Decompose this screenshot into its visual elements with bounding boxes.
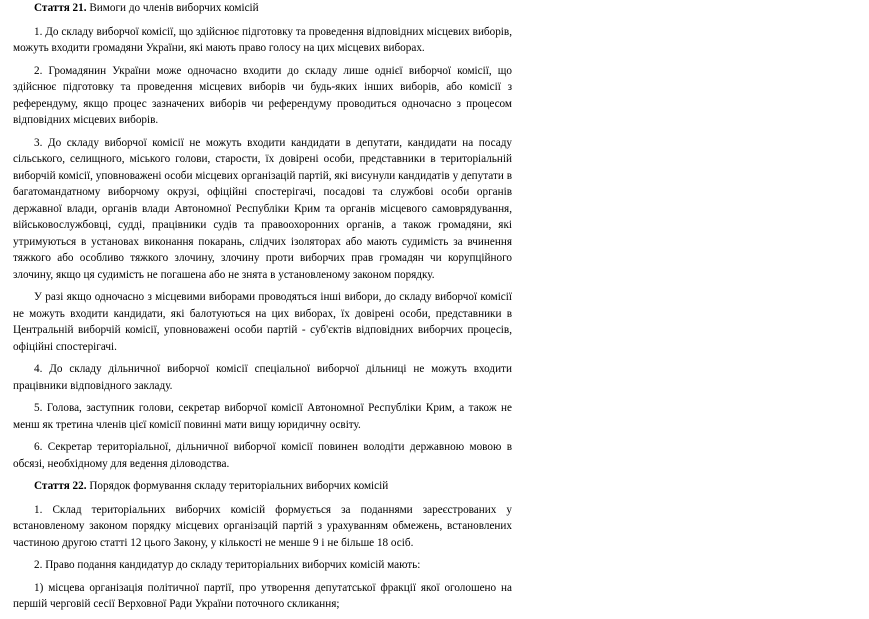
article-21-paragraph-4: 4. До складу дільничної виборчої комісії спеціальної виборчої дільниці не можуть входити працівники відповідного закладу. [13, 363, 512, 392]
article-22-title: Порядок формування складу територіальних виборчих комісій [89, 480, 389, 492]
article-21-paragraph-1: 1. До складу виборчої комісії, що здійснює підготовку та проведення відповідних місцевих виборів, можуть входити громадяни України, які мають право голосу на цих місцевих виборах. [13, 25, 512, 54]
article-21-paragraph-6: 6. Секретар територіальної, дільничної виборчої комісії повинен володіти державною мовою в обсязі, необхідному для ведення діловодства. [13, 441, 512, 470]
document-body [13, 0, 512, 619]
article-22-heading [13, 478, 512, 495]
article-22-item-1: 1) місцева організація політичної партії, про утворення депутатської фракції якої оголошено на першій черговій сесії Верховної Ради України поточного скликання; [13, 581, 512, 610]
article-21-paragraph-2: 2. Громадянин України може одночасно входити до складу лише однієї виборчої комісії, що здійснює підготовку та проведення місцевих виборів чи будь-яких інших виборів, або комісії з референдуму, якщо процес зазначених виборів чи референдуму проводиться одночасно з процесом відповідних місцевих виборів. [13, 64, 512, 126]
article-21-heading [13, 0, 512, 17]
article-21-paragraph-3: 3. До складу виборчої комісії не можуть входити кандидати в депутати, кандидати на посаду сільського, селищного, міського голови, старости, їх довірені особи, представники в територіальній виборчій комісії, уповноважені особи місцевих організацій партій, які висунули кандидатів у депутати в багатомандатному виборчому окрузі, офіційні спостерігачі, посадові та службові особи органів державної влади, органів влади Автономної Республіки Крим та органів місцевого самоврядування, військовослужбовці, судді, працівники судів та правоохоронних органів, а також громадяни, які утримуються в установах виконання покарань, слідчих ізоляторах або мають судимість за вчинення тяжкого або особливо тяжкого злочину, злочину проти виборчих прав громадян чи корупційного злочину, якщо ця судимість не погашена або не знята в установленому законом порядку. [13, 136, 512, 281]
article-22-paragraph-2: 2. Право подання кандидатур до складу територіальних виборчих комісій мають: [34, 559, 421, 571]
article-21-paragraph-5: 5. Голова, заступник голови, секретар виборчої комісії Автономної Республіки Крим, а також не менш як третина членів цієї комісії повинні мати вищу юридичну освіту. [13, 402, 512, 431]
article-21-title: Вимоги до членів виборчих комісій [89, 2, 259, 14]
article-21-number: Стаття 21. [34, 2, 87, 14]
article-22-number: Стаття 22. [34, 480, 87, 492]
article-22-paragraph-1: 1. Склад територіальних виборчих комісій формується за поданнями зареєстрованих у встановленому законом порядку місцевих організацій партій з урахуванням обмежень, встановлених частиною другою статті 12 цього Закону, у кількості не менше 9 і не більше 18 осіб. [13, 503, 512, 549]
article-21-paragraph-3-continued: У разі якщо одночасно з місцевими виборами проводяться інші вибори, до складу виборчої комісії не можуть входити кандидати, які балотуються на цих виборах, їх довірені особи, представники в Центральній виборчій комісії, уповноважені особи партій - суб'єктів відповідних виборчих процесів, офіційні спостерігачі. [13, 291, 512, 353]
